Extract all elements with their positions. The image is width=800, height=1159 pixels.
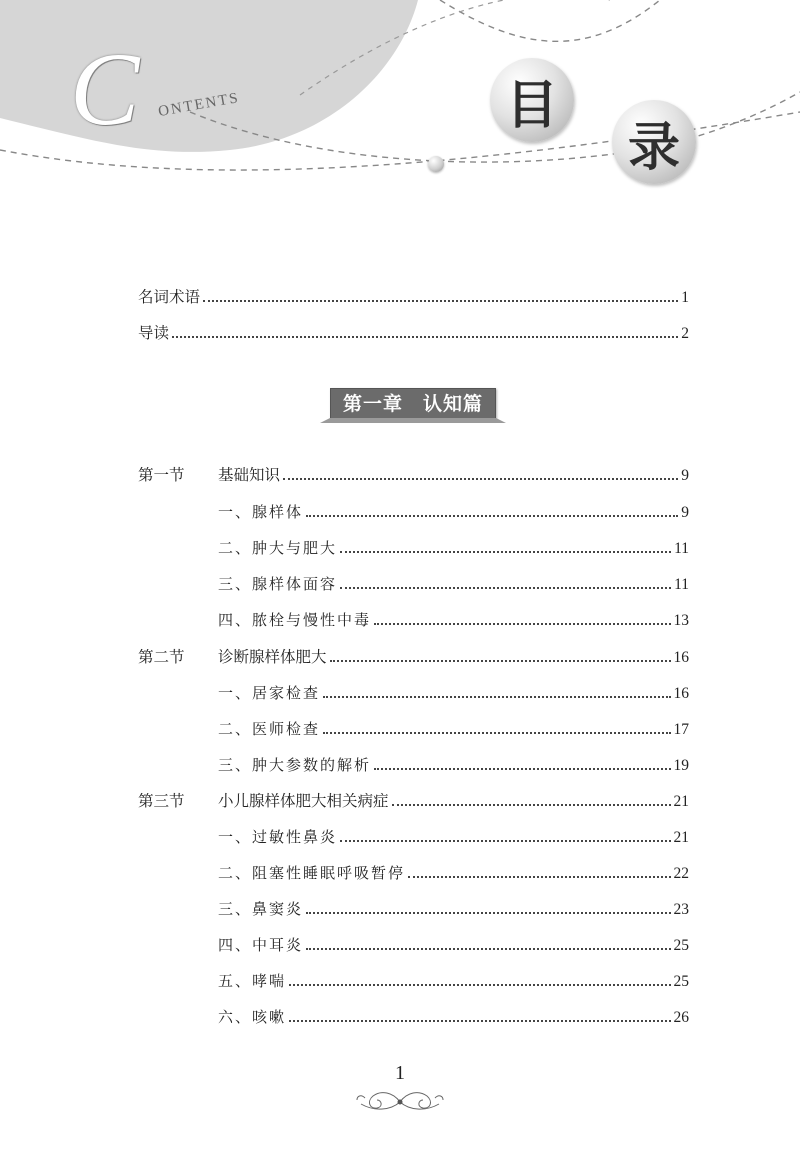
- contents-big-letter: C: [70, 32, 140, 147]
- toc-section[interactable]: [138, 647, 689, 668]
- subentry-title: 一、过敏性鼻炎: [218, 828, 338, 846]
- dashed-curve-upper: [440, 0, 660, 41]
- leader-dots: [330, 660, 671, 662]
- subentry-title: 三、肿大参数的解析: [218, 756, 372, 774]
- page-number: 1: [395, 1062, 405, 1084]
- toc-entry-title: 导读: [138, 324, 170, 342]
- section-label: 第一节: [138, 466, 185, 484]
- leader-dots: [323, 696, 670, 698]
- leader-dots: [289, 1020, 670, 1022]
- section-label: 第三节: [138, 792, 185, 810]
- toc-subentry[interactable]: [218, 683, 689, 704]
- subentry-title: 四、脓栓与慢性中毒: [218, 611, 372, 629]
- toc-section[interactable]: [138, 791, 689, 812]
- subentry-title: 三、腺样体面容: [218, 575, 338, 593]
- subentry-page: 21: [673, 829, 689, 846]
- leader-dots: [340, 840, 670, 842]
- leader-dots: [203, 300, 678, 302]
- subentry-page: 22: [673, 865, 689, 882]
- subentry-title: 二、肿大与肥大: [218, 539, 338, 557]
- footer-ornament-icon: [355, 1084, 445, 1116]
- subentry-title: 五、哮喘: [218, 972, 287, 990]
- section-title: 诊断腺样体肥大: [218, 648, 327, 666]
- toc-subentry[interactable]: [218, 827, 689, 848]
- subentry-page: 19: [673, 757, 689, 774]
- chapter-banner[interactable]: [320, 388, 506, 424]
- subentry-page: 16: [673, 685, 689, 702]
- section-page: 16: [673, 649, 689, 666]
- leader-dots: [306, 515, 678, 517]
- toc-subentry[interactable]: [218, 755, 689, 776]
- toc-subentry[interactable]: [218, 610, 689, 631]
- section-page: 9: [681, 467, 689, 484]
- title-bubble-lu: 录: [612, 100, 696, 184]
- subentry-page: 11: [674, 576, 689, 593]
- toc-subentry[interactable]: [218, 935, 689, 956]
- toc-entry[interactable]: [138, 323, 689, 344]
- leader-dots: [306, 912, 670, 914]
- toc-entry-title: 名词术语: [138, 288, 201, 306]
- leader-dots: [340, 551, 671, 553]
- section-title: 小儿腺样体肥大相关病症: [218, 792, 389, 810]
- toc-entry[interactable]: [138, 287, 689, 308]
- leader-dots: [323, 732, 670, 734]
- subentry-page: 9: [681, 504, 689, 521]
- subentry-title: 一、腺样体: [218, 503, 304, 521]
- contents-word: ONTENTS: [157, 89, 241, 121]
- subentry-page: 11: [674, 540, 689, 557]
- subentry-page: 26: [673, 1009, 689, 1026]
- subentry-page: 25: [673, 937, 689, 954]
- toc-subentry[interactable]: [218, 538, 689, 559]
- leader-dots: [172, 336, 678, 338]
- toc-subentry[interactable]: [218, 719, 689, 740]
- toc-subentry[interactable]: [218, 574, 689, 595]
- toc-entry-page: 2: [681, 325, 689, 342]
- toc-subentry[interactable]: [218, 899, 689, 920]
- toc-subentry[interactable]: [218, 502, 689, 523]
- section-label: 第二节: [138, 648, 185, 666]
- leader-dots: [283, 478, 678, 480]
- subentry-page: 25: [673, 973, 689, 990]
- toc-subentry[interactable]: [218, 971, 689, 992]
- leader-dots: [340, 587, 671, 589]
- subentry-title: 二、医师检查: [218, 720, 321, 738]
- subentry-title: 一、居家检查: [218, 684, 321, 702]
- leader-dots: [408, 876, 670, 878]
- leader-dots: [374, 623, 670, 625]
- leader-dots: [392, 804, 671, 806]
- subentry-title: 二、阻塞性睡眠呼吸暂停: [218, 864, 406, 882]
- subentry-title: 四、中耳炎: [218, 936, 304, 954]
- subentry-title: 三、鼻窦炎: [218, 900, 304, 918]
- title-bubble-mu: 目: [490, 58, 574, 142]
- leader-dots: [289, 984, 670, 986]
- section-page: 21: [673, 793, 689, 810]
- toc-subentry[interactable]: [218, 1007, 689, 1028]
- section-title: 基础知识: [218, 466, 281, 484]
- leader-dots: [306, 948, 670, 950]
- toc-subentry[interactable]: [218, 863, 689, 884]
- chapter-banner-base: [320, 418, 506, 423]
- toc-entry-page: 1: [681, 289, 689, 306]
- toc-section[interactable]: [138, 465, 689, 486]
- subentry-page: 13: [673, 612, 689, 629]
- leader-dots: [374, 768, 670, 770]
- gray-arc-shape: [0, 0, 418, 152]
- subentry-page: 17: [673, 721, 689, 738]
- subentry-page: 23: [673, 901, 689, 918]
- chapter-title: 第一章 认知篇: [330, 388, 496, 420]
- pearl-dot: [428, 156, 444, 172]
- subentry-title: 六、咳嗽: [218, 1008, 287, 1026]
